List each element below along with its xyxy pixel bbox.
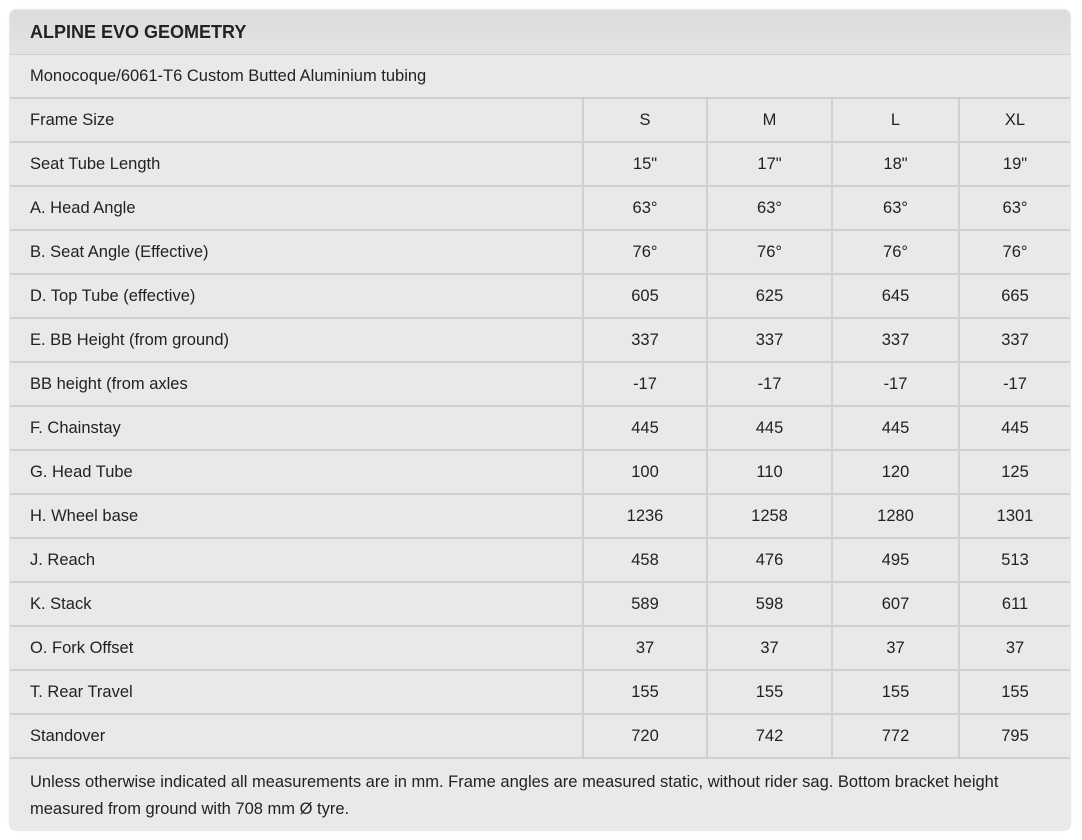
- table-row: [10, 142, 1070, 186]
- table-row: [10, 714, 1070, 758]
- row-value: 63°: [583, 186, 707, 230]
- size-l-header: L: [832, 99, 959, 142]
- geometry-card: [10, 10, 1070, 830]
- row-value: 625: [707, 274, 832, 318]
- row-value: 607: [832, 582, 959, 626]
- row-value: 76°: [959, 230, 1070, 274]
- row-value: 37: [707, 626, 832, 670]
- row-value: 110: [707, 450, 832, 494]
- frame-material: Monocoque/6061-T6 Custom Butted Aluminium tubing: [10, 55, 1070, 99]
- row-label: BB height (from axles: [10, 362, 583, 406]
- row-value: 445: [707, 406, 832, 450]
- row-value: 445: [832, 406, 959, 450]
- row-label: H. Wheel base: [10, 494, 583, 538]
- row-value: 155: [832, 670, 959, 714]
- row-value: 1301: [959, 494, 1070, 538]
- row-value: -17: [959, 362, 1070, 406]
- row-value: 15": [583, 142, 707, 186]
- size-m-header: M: [707, 99, 832, 142]
- row-value: 19": [959, 142, 1070, 186]
- table-row: [10, 450, 1070, 494]
- header-row: [10, 99, 1070, 142]
- row-label: G. Head Tube: [10, 450, 583, 494]
- row-value: 598: [707, 582, 832, 626]
- table-row: [10, 362, 1070, 406]
- row-value: 76°: [707, 230, 832, 274]
- table-row: [10, 230, 1070, 274]
- table-row: [10, 670, 1070, 714]
- row-value: 337: [707, 318, 832, 362]
- table-row: [10, 538, 1070, 582]
- row-label: E. BB Height (from ground): [10, 318, 583, 362]
- row-value: -17: [707, 362, 832, 406]
- row-value: 337: [832, 318, 959, 362]
- row-value: 37: [832, 626, 959, 670]
- geometry-table-body: [10, 99, 1070, 758]
- row-value: 17": [707, 142, 832, 186]
- row-value: 1236: [583, 494, 707, 538]
- row-value: 63°: [707, 186, 832, 230]
- table-row: [10, 274, 1070, 318]
- row-value: 155: [959, 670, 1070, 714]
- table-row: [10, 494, 1070, 538]
- size-xl-header: XL: [959, 99, 1070, 142]
- row-value: 665: [959, 274, 1070, 318]
- row-label: T. Rear Travel: [10, 670, 583, 714]
- row-value: 513: [959, 538, 1070, 582]
- geometry-table: [10, 99, 1070, 759]
- row-value: 795: [959, 714, 1070, 758]
- table-row: [10, 406, 1070, 450]
- row-value: 589: [583, 582, 707, 626]
- row-value: 18": [832, 142, 959, 186]
- row-label: Seat Tube Length: [10, 142, 583, 186]
- row-value: 125: [959, 450, 1070, 494]
- frame-size-label: Frame Size: [10, 99, 583, 142]
- row-value: 495: [832, 538, 959, 582]
- row-value: 772: [832, 714, 959, 758]
- row-label: F. Chainstay: [10, 406, 583, 450]
- row-value: -17: [832, 362, 959, 406]
- row-label: O. Fork Offset: [10, 626, 583, 670]
- row-value: 458: [583, 538, 707, 582]
- row-value: 37: [583, 626, 707, 670]
- table-row: [10, 582, 1070, 626]
- row-value: 337: [959, 318, 1070, 362]
- row-value: 76°: [832, 230, 959, 274]
- row-value: 445: [583, 406, 707, 450]
- row-value: 605: [583, 274, 707, 318]
- row-value: 63°: [959, 186, 1070, 230]
- row-value: 37: [959, 626, 1070, 670]
- row-value: 155: [707, 670, 832, 714]
- row-value: 476: [707, 538, 832, 582]
- table-row: [10, 318, 1070, 362]
- row-label: B. Seat Angle (Effective): [10, 230, 583, 274]
- row-label: K. Stack: [10, 582, 583, 626]
- row-value: 645: [832, 274, 959, 318]
- row-label: A. Head Angle: [10, 186, 583, 230]
- row-value: 76°: [583, 230, 707, 274]
- measurement-note: Unless otherwise indicated all measurements are in mm. Frame angles are measured static, without rider sag. Bottom bracket height measured from ground with 708 mm Ø tyre.: [30, 773, 999, 818]
- row-label: D. Top Tube (effective): [10, 274, 583, 318]
- row-value: 742: [707, 714, 832, 758]
- table-row: [10, 626, 1070, 670]
- row-value: 720: [583, 714, 707, 758]
- row-value: 611: [959, 582, 1070, 626]
- row-value: 63°: [832, 186, 959, 230]
- row-label: Standover: [10, 714, 583, 758]
- row-value: 1258: [707, 494, 832, 538]
- table-title: ALPINE EVO GEOMETRY: [10, 10, 1070, 55]
- table-row: [10, 186, 1070, 230]
- row-label: J. Reach: [10, 538, 583, 582]
- row-value: 445: [959, 406, 1070, 450]
- row-value: 337: [583, 318, 707, 362]
- row-value: 120: [832, 450, 959, 494]
- row-value: -17: [583, 362, 707, 406]
- row-value: 155: [583, 670, 707, 714]
- size-s-header: S: [583, 99, 707, 142]
- row-value: 1280: [832, 494, 959, 538]
- row-value: 100: [583, 450, 707, 494]
